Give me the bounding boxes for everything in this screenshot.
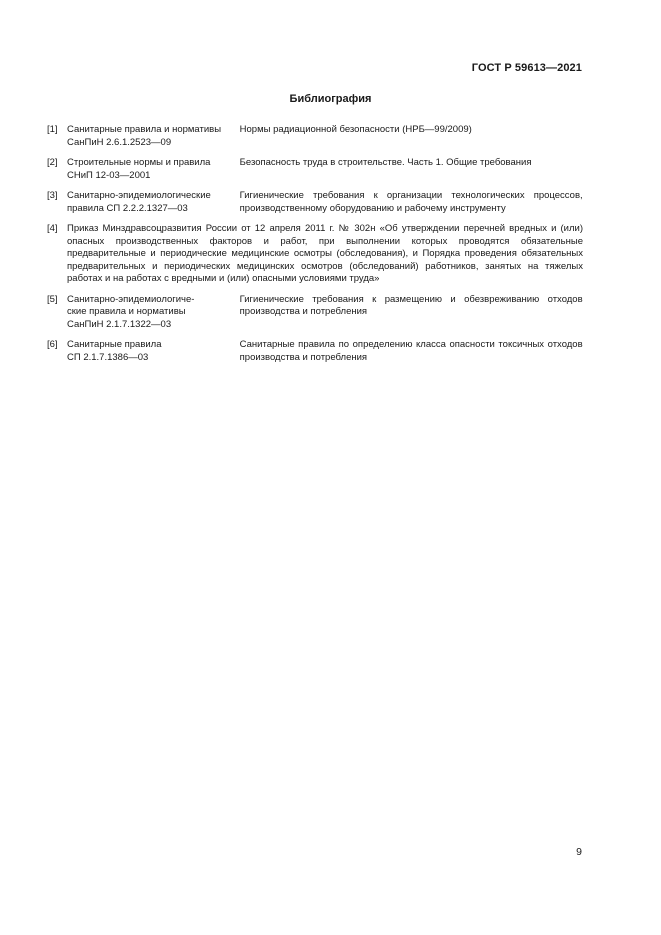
bibliography-entry [47,190,583,215]
bibliography-entry [47,157,583,182]
entry-source: Строительные нормы и правила СНиП 12-03—2001 [67,157,211,181]
bibliography-entry [47,294,583,332]
entry-title: Санитарные правила по определению класса опасности токсичных отходов производства и потребления [239,339,583,363]
entry-number: [2] [47,157,58,168]
entry-number: [4] [47,223,58,234]
entry-source: Санитарные правила и нормативы СанПиН 2.6.1.2523—09 [67,124,222,148]
entry-source: Санитарные правила СП 2.1.7.1386—03 [67,339,162,363]
entry-number: [3] [47,190,58,201]
entry-source: Санитарно-эпидемиологические правила СП 2.2.2.1327—03 [67,190,211,214]
entry-source: Санитарно-эпидемиологиче- ские правила и нормативы СанПиН 2.1.7.1322—03 [67,293,195,330]
bibliography-list [47,124,583,372]
entry-title: Гигиенические требования к организации технологических процессов, производственному оборудованию и рабочему инструменту [239,190,583,214]
entry-title: Гигиенические требования к размещению и обезвреживанию отходов производства и потребления [239,293,583,317]
entry-number: [5] [47,293,58,305]
document-code: ГОСТ Р 59613—2021 [471,62,582,74]
entry-title: Безопасность труда в строительстве. Часть 1. Общие требования [239,157,532,168]
bibliography-entry [47,124,583,149]
entry-number: [6] [47,339,58,350]
page-number: 9 [576,846,582,858]
entry-title: Нормы радиационной безопасности (НРБ—99/2009) [239,124,472,135]
bibliography-entry [47,339,583,364]
entry-number: [1] [47,124,58,135]
bibliography-entry [47,223,583,286]
entry-full-text: Приказ Минздравсоцразвития России от 12 апреля 2011 г. № 302н «Об утверждении перечней вредных и (или) опасных производственных факторов и работ, при выполнении которых проводятся обязательные предварительные и периодические медицинские осмотры (обследования), и Порядка проведения обязательных предварительных и периодических медицинских осмотров (обследований) работников, занятых на тяжелых работах и на работах с вредными и (или) опасными условиями труда» [67,223,583,284]
section-title: Библиография [289,93,372,105]
